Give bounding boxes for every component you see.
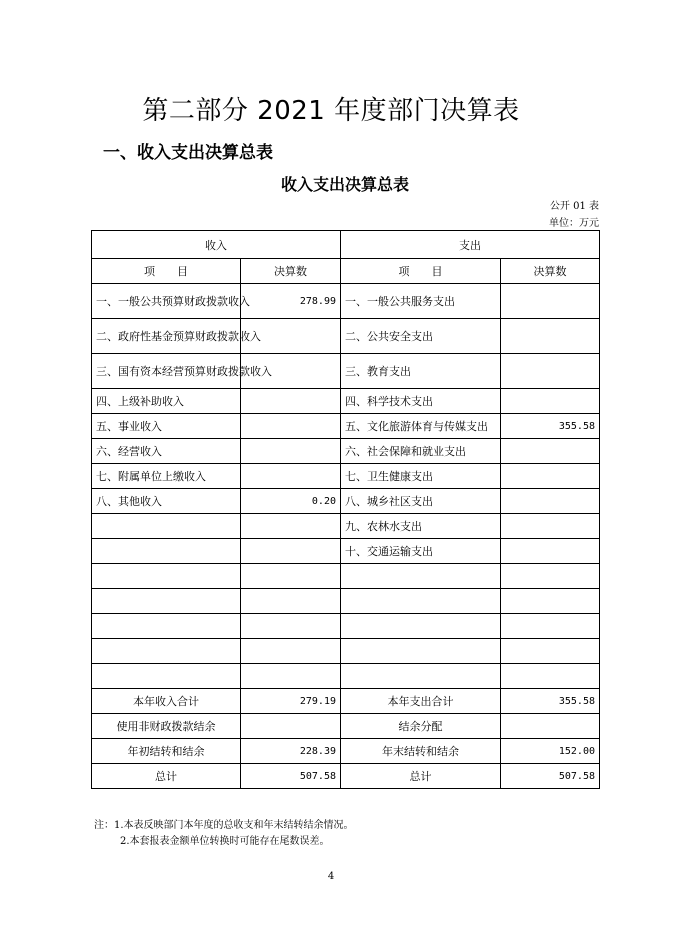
expense-item-cell: 十、交通运输支出 xyxy=(341,539,501,564)
income-amount-cell: 279.19 xyxy=(241,689,341,714)
income-item-cell xyxy=(92,664,241,689)
expense-item-cell: 结余分配 xyxy=(341,714,501,739)
income-item-cell xyxy=(92,614,241,639)
table-row xyxy=(92,564,600,589)
table-header-group-row xyxy=(92,231,600,259)
table-row xyxy=(92,514,600,539)
income-amount-cell xyxy=(241,389,341,414)
income-item-cell xyxy=(92,564,241,589)
page-number: 4 xyxy=(327,871,335,882)
summary-row xyxy=(92,764,600,789)
expense-amount-cell: 355.58 xyxy=(501,414,600,439)
income-amount-cell xyxy=(241,714,341,739)
expense-header: 支出 xyxy=(341,231,600,259)
income-item-cell xyxy=(92,514,241,539)
expense-item-cell xyxy=(341,589,501,614)
income-amount-cell: 278.99 xyxy=(241,284,341,319)
table-row xyxy=(92,664,600,689)
income-amount-cell xyxy=(241,414,341,439)
table-row xyxy=(92,489,600,514)
form-number: 公开 01 表 xyxy=(549,201,599,212)
expense-amount-cell xyxy=(501,464,600,489)
income-amount-cell: 228.39 xyxy=(241,739,341,764)
expense-item-cell: 六、社会保障和就业支出 xyxy=(341,439,501,464)
income-item-cell: 年初结转和结余 xyxy=(92,739,241,764)
expense-item-cell xyxy=(341,564,501,589)
income-item-cell: 六、经营收入 xyxy=(92,439,241,464)
table-row xyxy=(92,354,600,389)
summary-row xyxy=(92,714,600,739)
expense-item-cell: 九、农林水支出 xyxy=(341,514,501,539)
summary-row xyxy=(92,689,600,714)
expense-item-cell: 七、卫生健康支出 xyxy=(341,464,501,489)
income-amount-header: 决算数 xyxy=(241,259,341,284)
expense-amount-cell xyxy=(501,539,600,564)
income-item-cell: 二、政府性基金预算财政拨款收入 xyxy=(92,319,241,354)
table-row xyxy=(92,614,600,639)
expense-amount-cell xyxy=(501,284,600,319)
table-row xyxy=(92,539,600,564)
expense-item-cell xyxy=(341,639,501,664)
income-item-cell: 五、事业收入 xyxy=(92,414,241,439)
expense-amount-cell xyxy=(501,439,600,464)
table-row xyxy=(92,284,600,319)
income-item-cell: 四、上级补助收入 xyxy=(92,389,241,414)
expense-amount-cell xyxy=(501,389,600,414)
table-row xyxy=(92,639,600,664)
expense-item-cell: 三、教育支出 xyxy=(341,354,501,389)
income-amount-cell xyxy=(241,439,341,464)
expense-amount-cell xyxy=(501,664,600,689)
income-item-cell: 八、其他收入 xyxy=(92,489,241,514)
income-header: 收入 xyxy=(92,231,341,259)
income-expense-table xyxy=(91,230,600,789)
income-amount-cell xyxy=(241,614,341,639)
expense-amount-cell xyxy=(501,514,600,539)
expense-amount-cell xyxy=(501,639,600,664)
expense-item-cell: 五、文化旅游体育与传媒支出 xyxy=(341,414,501,439)
section-title: 一、收入支出决算总表 xyxy=(103,143,273,163)
income-amount-cell: 507.58 xyxy=(241,764,341,789)
table-row xyxy=(92,439,600,464)
expense-item-header: 项 目 xyxy=(341,259,501,284)
income-item-cell: 使用非财政拨款结余 xyxy=(92,714,241,739)
table-notes xyxy=(94,818,354,850)
expense-item-cell: 八、城乡社区支出 xyxy=(341,489,501,514)
expense-amount-cell xyxy=(501,714,600,739)
income-item-header: 项 目 xyxy=(92,259,241,284)
income-item-cell xyxy=(92,589,241,614)
expense-amount-header: 决算数 xyxy=(501,259,600,284)
income-amount-cell xyxy=(241,539,341,564)
income-item-cell: 本年收入合计 xyxy=(92,689,241,714)
expense-amount-cell xyxy=(501,564,600,589)
expense-amount-cell xyxy=(501,589,600,614)
income-amount-cell xyxy=(241,564,341,589)
income-item-cell: 七、附属单位上缴收入 xyxy=(92,464,241,489)
expense-amount-cell: 152.00 xyxy=(501,739,600,764)
expense-amount-cell xyxy=(501,614,600,639)
expense-amount-cell xyxy=(501,354,600,389)
income-amount-cell xyxy=(241,664,341,689)
expense-item-cell: 四、科学技术支出 xyxy=(341,389,501,414)
expense-item-cell xyxy=(341,614,501,639)
income-amount-cell xyxy=(241,514,341,539)
table-column-header-row xyxy=(92,259,600,284)
expense-amount-cell: 507.58 xyxy=(501,764,600,789)
expense-item-cell: 本年支出合计 xyxy=(341,689,501,714)
table-row xyxy=(92,319,600,354)
income-item-cell xyxy=(92,539,241,564)
income-item-cell: 总计 xyxy=(92,764,241,789)
table-row xyxy=(92,414,600,439)
income-item-cell xyxy=(92,639,241,664)
expense-item-cell: 年末结转和结余 xyxy=(341,739,501,764)
income-item-cell: 一、一般公共预算财政拨款收入 xyxy=(92,284,241,319)
unit-label: 单位：万元 xyxy=(549,218,599,229)
note-1: 注：1.本表反映部门本年度的总收支和年末结转结余情况。 xyxy=(94,820,354,831)
note-2: 2.本套报表金额单位转换时可能存在尾数误差。 xyxy=(120,836,330,847)
income-amount-cell xyxy=(241,639,341,664)
income-amount-cell xyxy=(241,589,341,614)
income-amount-cell: 0.20 xyxy=(241,489,341,514)
expense-item-cell: 一、一般公共服务支出 xyxy=(341,284,501,319)
table-row xyxy=(92,389,600,414)
expense-item-cell: 总计 xyxy=(341,764,501,789)
table-title: 收入支出决算总表 xyxy=(280,175,409,194)
income-item-cell: 三、国有资本经营预算财政拨款收入 xyxy=(92,354,241,389)
expense-item-cell: 二、公共安全支出 xyxy=(341,319,501,354)
summary-row xyxy=(92,739,600,764)
expense-amount-cell xyxy=(501,489,600,514)
table-row xyxy=(92,589,600,614)
page-title: 第二部分 2021 年度部门决算表 xyxy=(142,96,520,126)
expense-amount-cell: 355.58 xyxy=(501,689,600,714)
income-amount-cell xyxy=(241,464,341,489)
expense-item-cell xyxy=(341,664,501,689)
expense-amount-cell xyxy=(501,319,600,354)
table-row xyxy=(92,464,600,489)
